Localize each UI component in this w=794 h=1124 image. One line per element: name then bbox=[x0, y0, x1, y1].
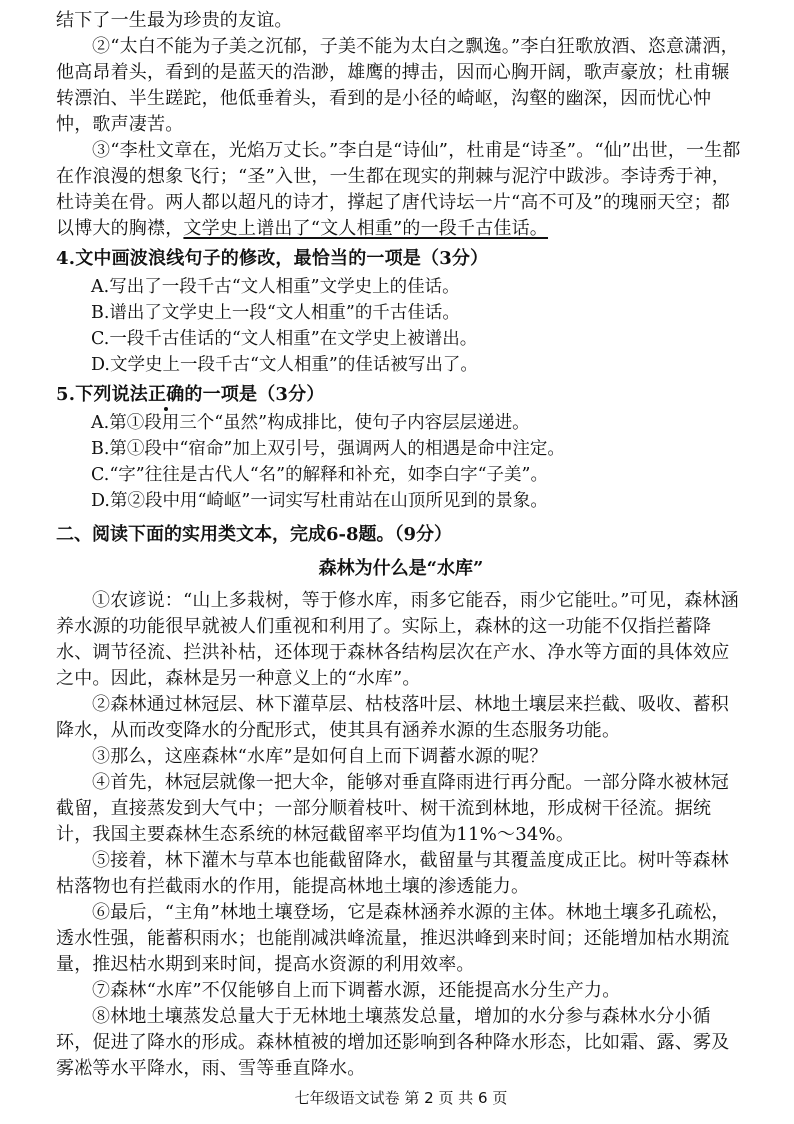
passage-paragraph-3: ③那么，这座森林“水库”是如何自上而下调蓄水源的呢？ bbox=[92, 746, 548, 767]
q4-option-b: B.谱出了文学史上一段“文人相重”的千古佳话。 bbox=[91, 303, 460, 323]
paragraph-3 bbox=[56, 138, 746, 242]
passage-paragraph-4: ④首先，林冠层就像一把大伞，能够对垂直降雨进行再分配。一部分降水被林冠截留，直接蒸发到大气中；一部分顺着枝叶、树干流到林地，形成树干径流。据统计，我国主要森林生态系统的林冠截留率平均值为11%～34%。 bbox=[56, 772, 729, 845]
q5-option-c: C.“字”往往是古代人“名”的解释和补充，如李白字“子美”。 bbox=[91, 465, 549, 485]
passage-paragraph-7: ⑦森林“水库”不仅能够自上而下调蓄水源，还能提高水分生产力。 bbox=[92, 980, 621, 1001]
question-5 bbox=[56, 382, 746, 408]
wavy-line-sentence: 文学史上谱出了“文人相重”的一段千古佳话。 bbox=[183, 218, 549, 239]
passage-title: 森林为什么是“水库” bbox=[318, 558, 484, 579]
exam-page bbox=[56, 8, 746, 1108]
q5-option-a: A.第①段用三个“虽然”构成排比，使句子内容层层递进。 bbox=[91, 413, 530, 433]
q4-option-a: A.写出了一段千古“文人相重”文学史上的佳话。 bbox=[91, 277, 460, 297]
question-5-emphasis: 正确 bbox=[148, 384, 185, 405]
question-5-prefix: 5.下列说法 bbox=[56, 384, 148, 405]
question-4: 4.文中画波浪线句子的修改，最恰当的一项是（3分） bbox=[56, 248, 489, 269]
section-two-heading: 二、阅读下面的实用类文本，完成6-8题。（9分） bbox=[56, 524, 453, 545]
question-5-suffix: 的一项是（3分） bbox=[184, 384, 325, 405]
passage-paragraph-5: ⑤接着，林下灌木与草本也能截留降水，截留量与其覆盖度成正比。树叶等森林枯落物也有拦截雨水的作用，能提高林地土壤的渗透能力。 bbox=[56, 850, 729, 897]
passage-paragraph-6: ⑥最后，“主角”林地土壤登场，它是森林涵养水源的主体。林地土壤多孔疏松，透水性强，能蓄积雨水；也能削减洪峰流量，推迟洪峰到来时间；还能增加枯水期流量，推迟枯水期到来时间，提高水资源的利用效率。 bbox=[56, 902, 730, 975]
paragraph-2: ②“太白不能为子美之沉郁，子美不能为太白之飘逸。”李白狂歌放酒、恣意潇洒，他高昂着头，看到的是蓝天的浩渺，雄鹰的搏击，因而心胸开阔，歌声豪放；杜甫辗转漂泊、半生蹉跎，他低垂着头，看到的是小径的崎岖，沟壑的幽深，因而忧心忡忡，歌声凄苦。 bbox=[56, 36, 739, 135]
q4-option-d: D.文学史上一段千古“文人相重”的佳话被写出了。 bbox=[91, 355, 478, 375]
passage-paragraph-1: ①农谚说：“山上多栽树，等于修水库，雨多它能吞，雨少它能吐。”可见，森林涵养水源的功能很早就被人们重视和利用了。实际上，森林的这一功能不仅指拦蓄降水、调节径流、拦洪补枯，还体现于森林各结构层次在产水、净水等方面的具体效应之中。因此，森林是另一种意义上的“水库”。 bbox=[56, 590, 739, 689]
paragraph-3-main: ③“李杜文章在，光焰万丈长。”李白是“诗仙”，杜甫是“诗圣”。“仙”出世，一生都在作浪漫的想象飞行；“圣”入世，一生都在现实的荆棘与泥泞中跋涉。李诗秀于神，杜诗美在骨。两人都以超凡的诗才，撑起了唐代诗坛一片“高不可及”的瑰丽天空；都以博大的胸襟， bbox=[56, 140, 741, 239]
q5-option-d: D.第②段中用“崎岖”一词实写杜甫站在山顶所见到的景象。 bbox=[91, 491, 548, 511]
passage-paragraph-8: ⑧林地土壤蒸发总量大于无林地土壤蒸发总量，增加的水分参与森林水分小循环，促进了降水的形成。森林植被的增加还影响到各种降水形态，比如霜、露、雾及雾凇等水平降水，雨、雪等垂直降水。 bbox=[56, 1006, 730, 1079]
text-line: 结下了一生最为珍贵的友谊。 bbox=[56, 10, 293, 31]
q5-option-b: B.第①段中“宿命”加上双引号，强调两人的相遇是命中注定。 bbox=[91, 439, 565, 459]
passage-paragraph-2: ②森林通过林冠层、林下灌草层、枯枝落叶层、林地土壤层来拦截、吸收、蓄积降水，从而改变降水的分配形式，使其具有涵养水源的生态服务功能。 bbox=[56, 694, 729, 741]
page-footer: 七年级语文试卷 第 2 页 共 6 页 bbox=[294, 1089, 508, 1107]
q4-option-c: C.一段千古佳话的“文人相重”在文学史上被谱出。 bbox=[91, 329, 478, 349]
